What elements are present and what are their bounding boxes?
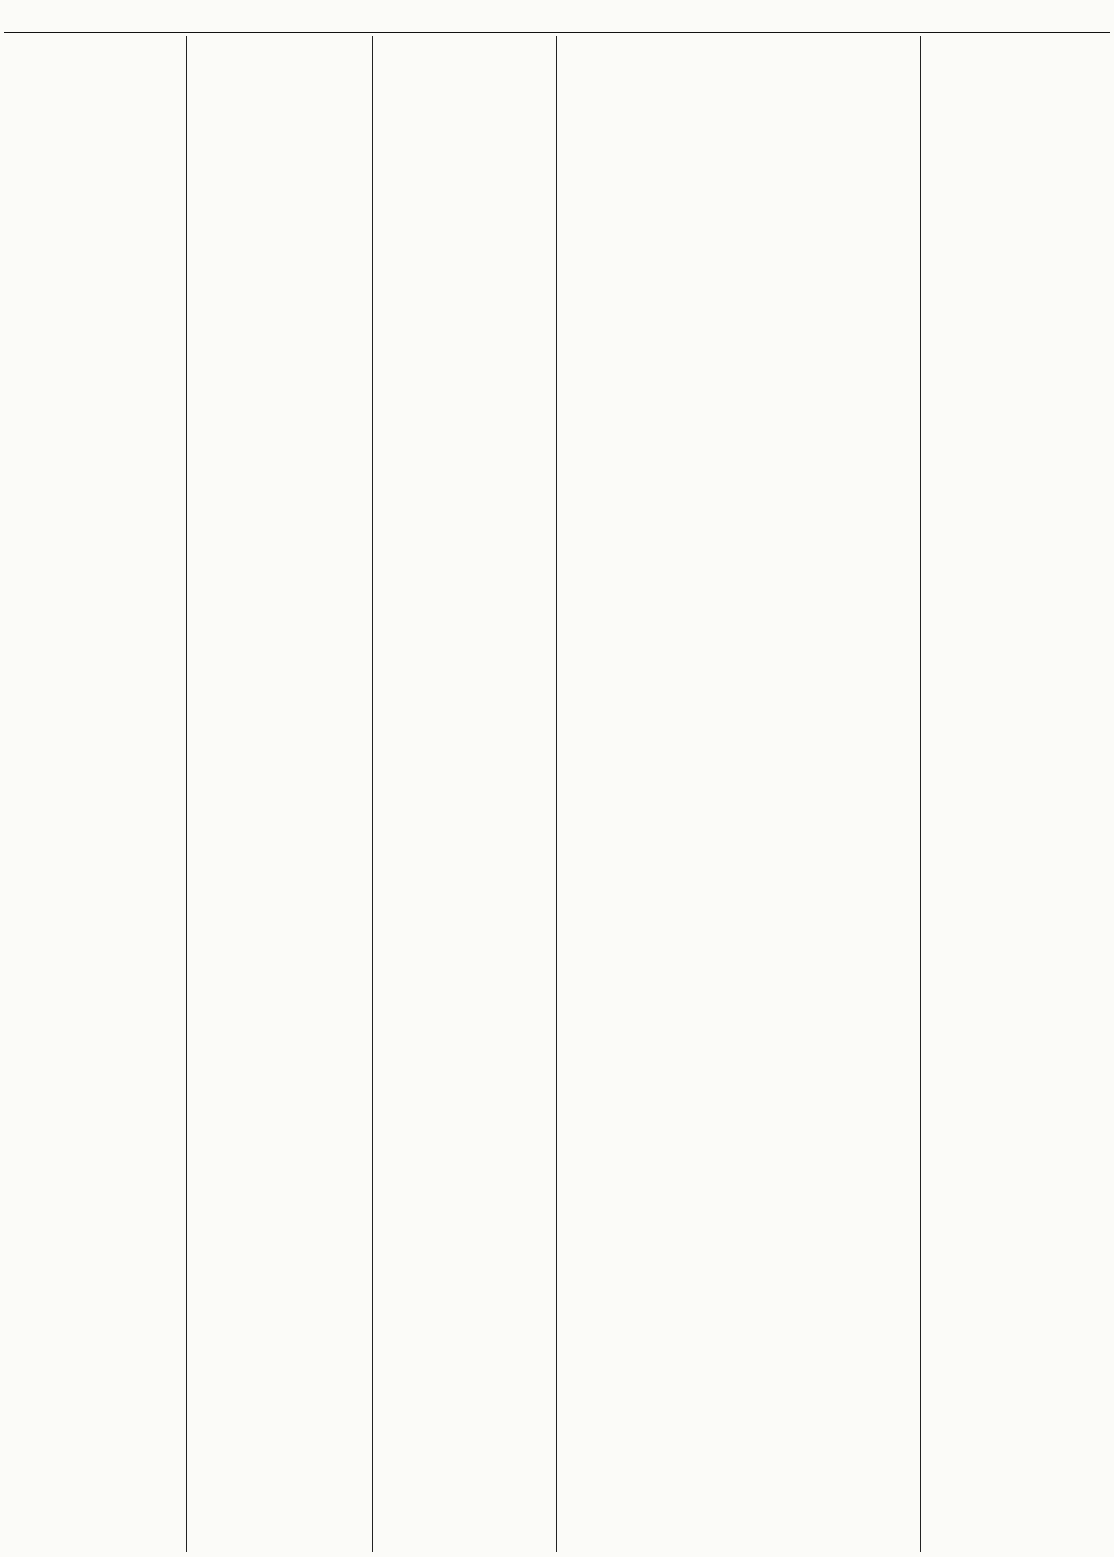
- column-3: [378, 36, 552, 1552]
- masthead-rule: [4, 32, 1110, 33]
- column-4: [562, 36, 916, 1552]
- column-1: [6, 36, 182, 1552]
- column-separator: [556, 36, 557, 1552]
- column-separator: [920, 36, 921, 1552]
- column-2: [192, 36, 368, 1552]
- column-separator: [372, 36, 373, 1552]
- column-separator: [186, 36, 187, 1552]
- column-5: [926, 36, 1108, 1552]
